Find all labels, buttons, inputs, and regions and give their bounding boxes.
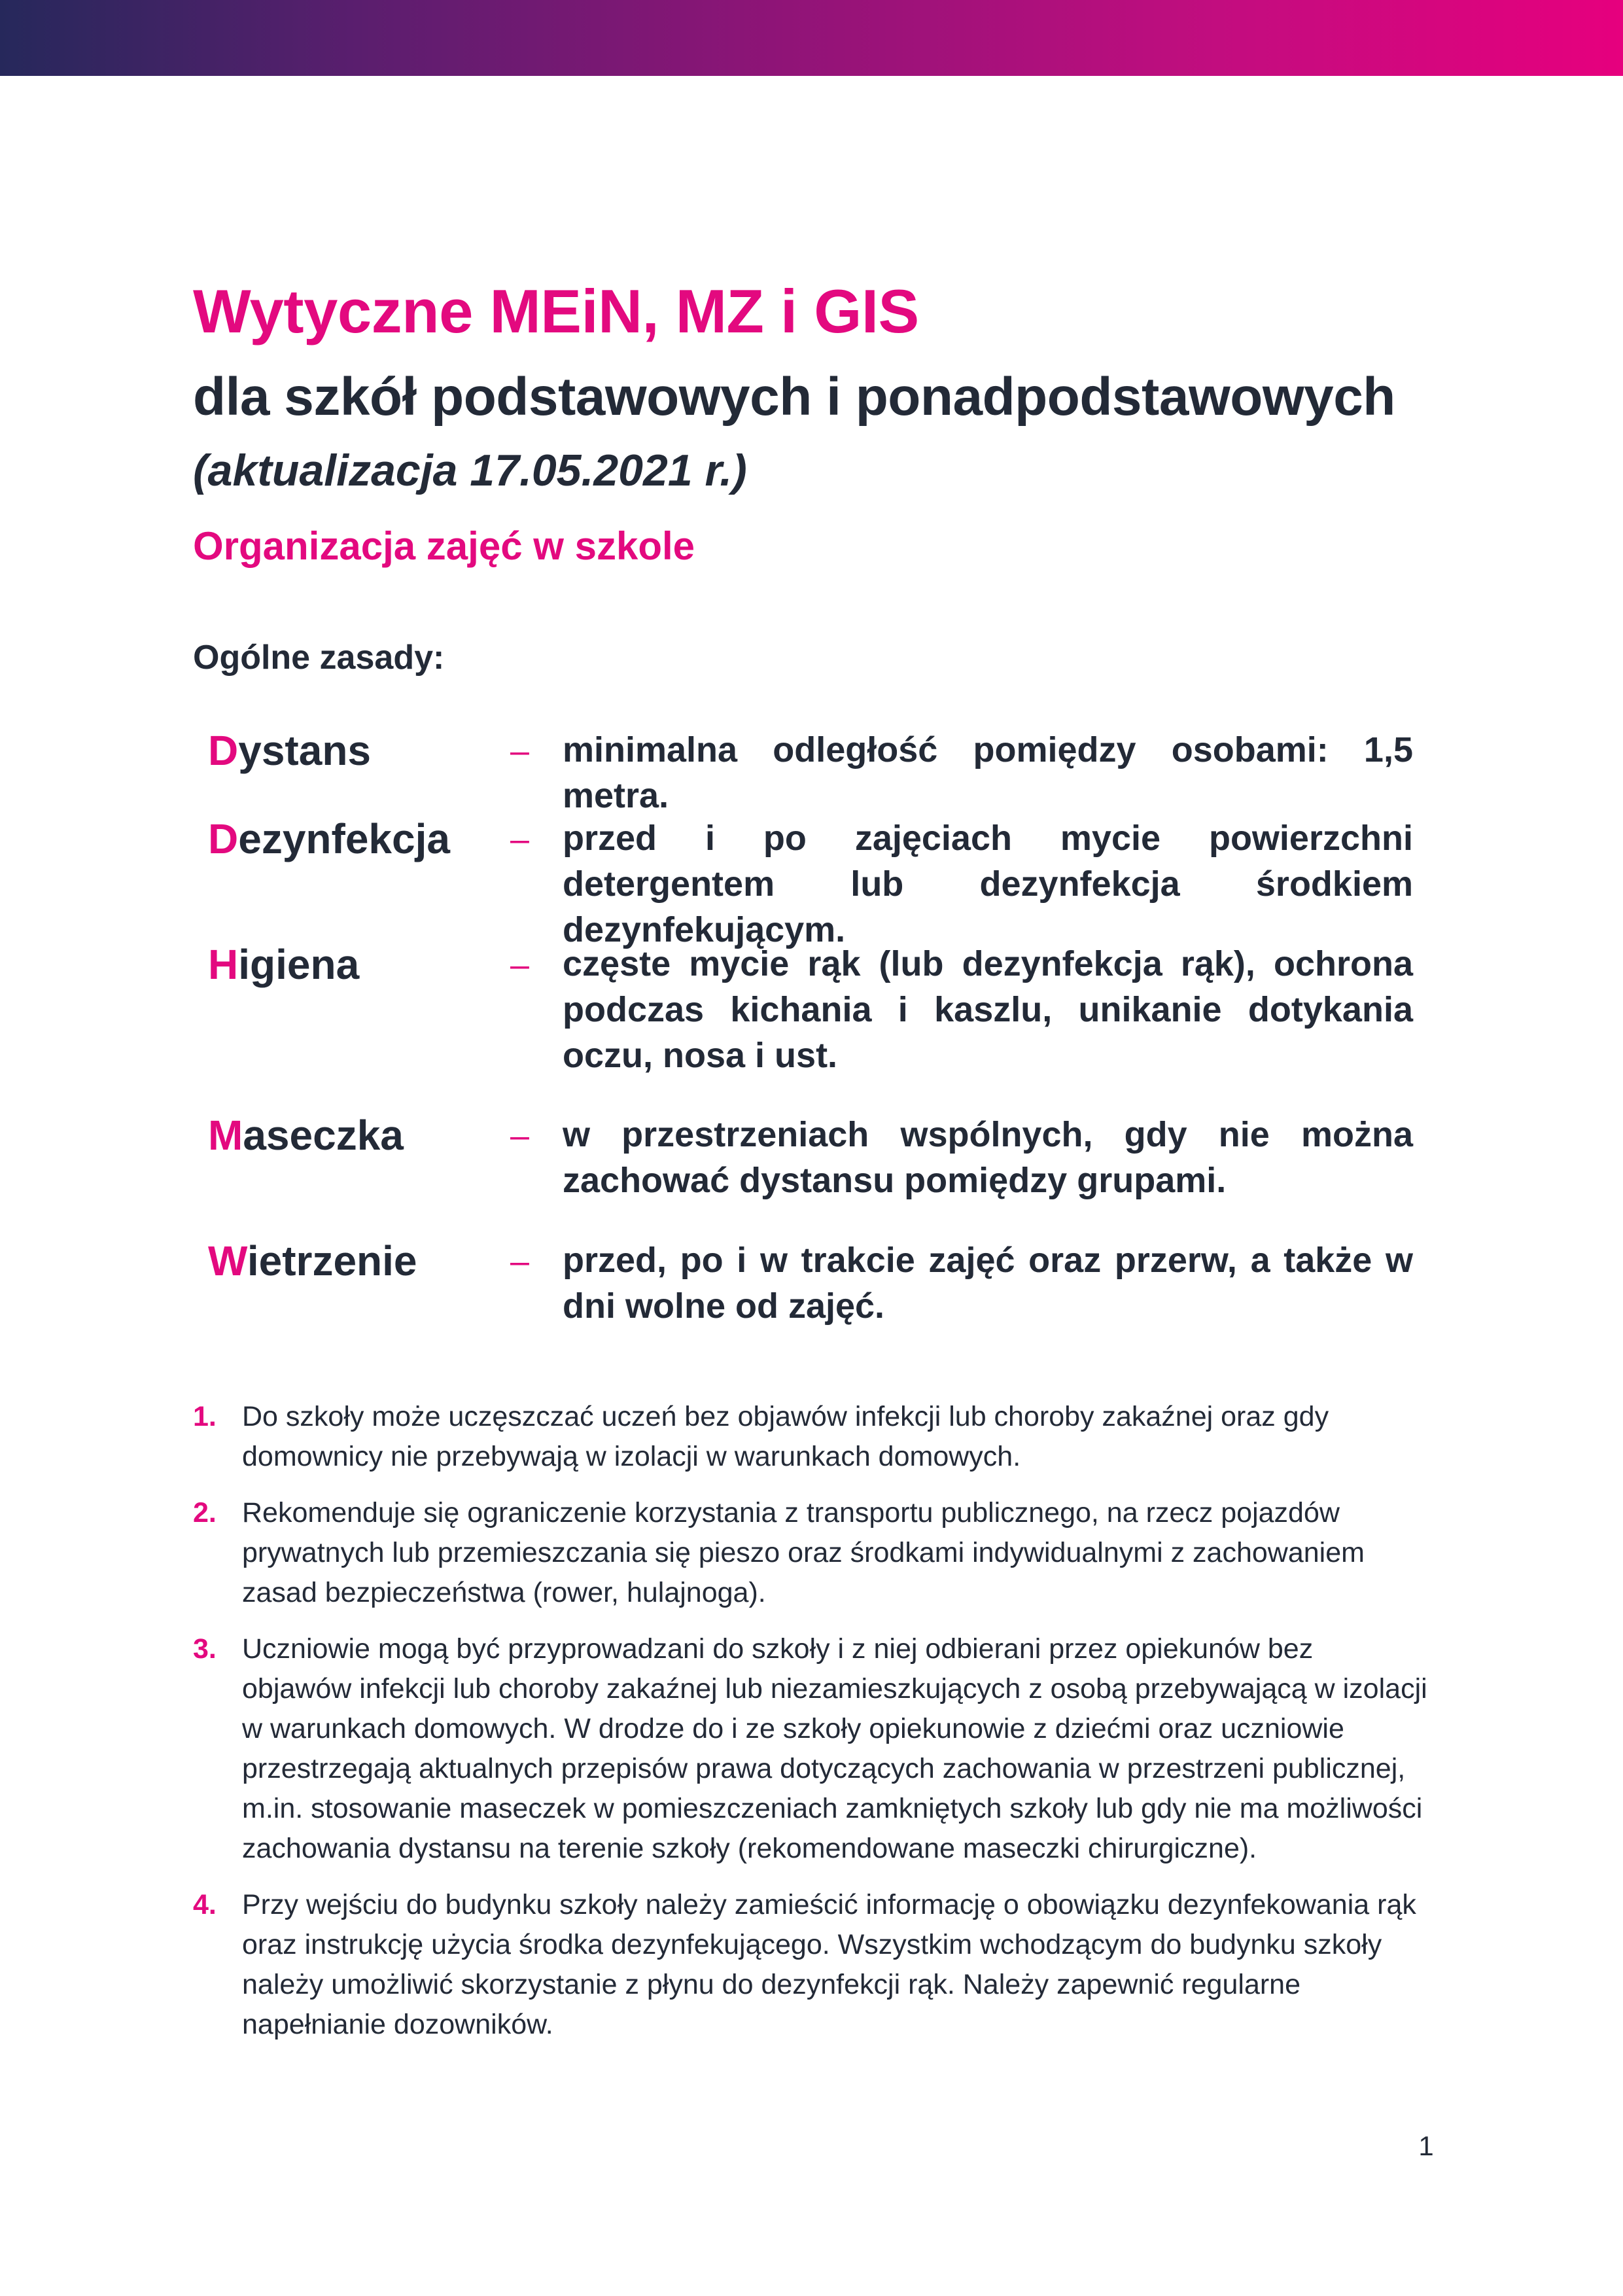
rule-term: Maseczka [208, 1112, 404, 1159]
header-gradient-bar [0, 0, 1623, 76]
dash-separator: – [510, 946, 529, 984]
page-title: Wytyczne MEiN, MZ i GIS [193, 277, 919, 345]
general-rules-label: Ogólne zasady: [193, 639, 445, 677]
list-item: 2. Rekomenduje się ograniczenie korzystania z transportu publicznego, na rzecz pojazdów prywatnych lub przemieszczania się pieszo oraz środkami indywidualnymi z zachowaniem zasad bezpieczeństwa (rower, hulajnoga). [193, 1497, 1365, 1608]
dash-separator: – [510, 732, 529, 770]
list-item: 1. Do szkoły może uczęszczać uczeń bez objawów infekcji lub choroby zakaźnej oraz gdy domownicy nie przebywają w izolacji w warunkach domowych. [193, 1401, 1329, 1472]
dash-separator: – [510, 1117, 529, 1155]
rule-description: minimalna odległość pomiędzy osobami: 1,5 metra. [563, 730, 1413, 815]
dash-separator: – [510, 821, 529, 858]
rule-term: Higiena [208, 941, 360, 988]
page-number: 1 [1418, 2130, 1434, 2161]
list-item: 4. Przy wejściu do budynku szkoły należy zamieścić informację o obowiązku dezynfekowania rąk oraz instrukcję użycia środka dezynfekującego. Wszystkim wchodzącym do budynku szkoły należy umożliwić skorzystanie z płynu do dezynfekcji rąk. Należy zapewnić regularne napełnianie dozowników. [193, 1889, 1416, 2040]
page-subtitle: dla szkół podstawowych i ponadpodstawowych [193, 367, 1395, 427]
rule-description: częste mycie rąk (lub dezynfekcja rąk), ochrona podczas kichania i kaszlu, unikanie dotykania oczu, nosa i ust. [563, 944, 1413, 1075]
update-date: (aktualizacja 17.05.2021 r.) [193, 446, 747, 495]
rule-term: Dezynfekcja [208, 815, 450, 862]
rule-description: przed i po zajęciach mycie powierzchni detergentem lub dezynfekcja środkiem dezynfekującym. [563, 819, 1413, 949]
rule-term: Wietrzenie [208, 1237, 417, 1284]
dash-separator: – [510, 1243, 529, 1280]
rule-description: przed, po i w trakcie zajęć oraz przerw, a także w dni wolne od zajęć. [563, 1241, 1413, 1326]
numbered-list [193, 1397, 1429, 2061]
list-item: 3. Uczniowie mogą być przyprowadzani do szkoły i z niej odbierani przez opiekunów bez objawów infekcji lub choroby zakaźnej lub niezamieszkujących z osobą przebywającą w izolacji w warunkach domowych. W drodze do i ze szkoły opiekunowie z dziećmi oraz uczniowie przestrzegają aktualnych przepisów prawa dotyczących zachowania w przestrzeni publicznej, m.in. stosowanie maseczek w pomieszczeniach zamkniętych szkoły lub gdy nie ma możliwości zachowania dystansu na terenie szkoły (rekomendowane maseczki chirurgiczne). [193, 1633, 1427, 1864]
rule-term: Dystans [208, 727, 371, 774]
rule-description: w przestrzeniach wspólnych, gdy nie można zachować dystansu pomiędzy grupami. [563, 1115, 1413, 1200]
section-heading: Organizacja zajęć w szkole [193, 524, 695, 568]
